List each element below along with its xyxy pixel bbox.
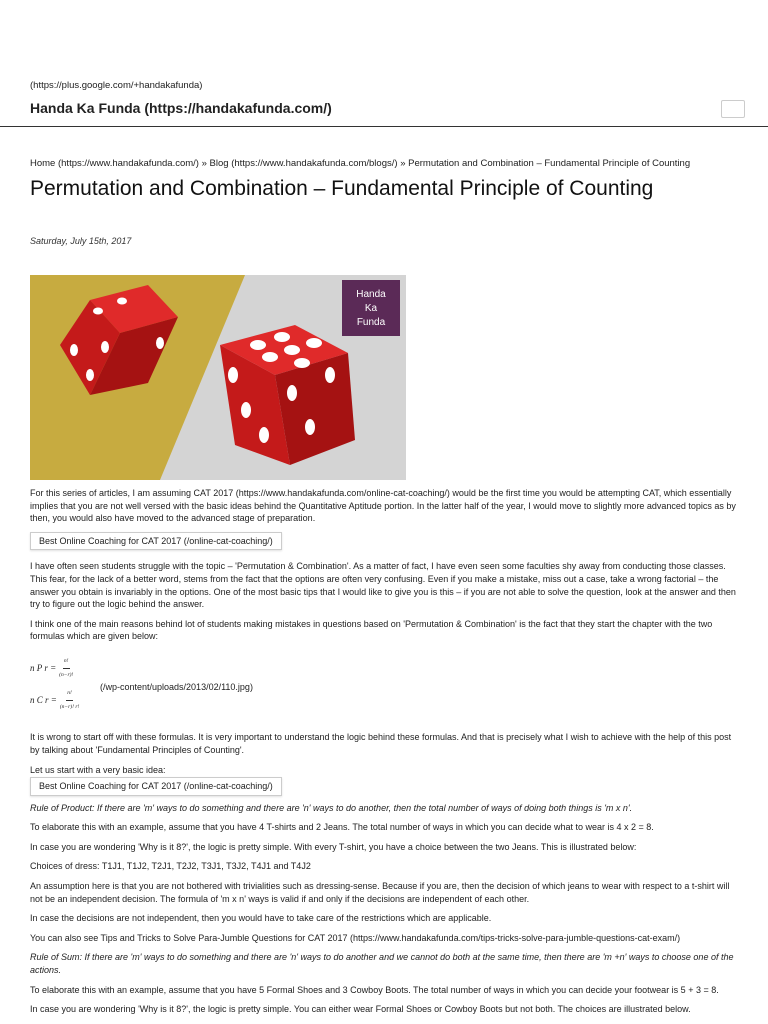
para-jumble-link[interactable]: You can also see Tips and Tricks to Solve Para-Jumble Questions for CAT 2017 (https://www.handakafunda.com/tips-tricks-solve-para-jumble-questions-cat-exam/)	[30, 932, 681, 943]
ad-link-online-coaching[interactable]: Best Online Coaching for CAT 2017 (/online-cat-coaching/)	[30, 777, 282, 796]
paragraph: An assumption here is that you are not bothered with trivialities such as dressing-sense. Because if you are, then the decision of which jeans to wear with respect to a t-shirt will not be an independent decision. The formula of 'm x n' ways is valid if and only if the decisions are independent of each other.	[30, 881, 730, 904]
gplus-link[interactable]: (https://plus.google.com/+handakafunda)	[30, 80, 203, 91]
formula-image-link[interactable]: (/wp-content/uploads/2013/02/110.jpg)	[100, 681, 253, 692]
formula-numerator: n!	[66, 687, 73, 701]
paragraph: To elaborate this with an example, assume that you have 5 Formal Shoes and 3 Cowboy Boots. The total number of ways in which you can decide your footwear is 5 + 3 = 8.	[30, 984, 719, 995]
breadcrumb-separator: »	[400, 158, 406, 169]
formula-ncr: n C r =	[30, 694, 57, 705]
paragraph: Let us start with a very basic idea:	[30, 764, 166, 775]
breadcrumb-home-link[interactable]: Home (https://www.handakafunda.com/)	[30, 158, 199, 169]
header-divider	[0, 126, 768, 127]
paragraph: In case the decisions are not independent, then you would have to take care of the restrictions which are applicable.	[30, 913, 492, 924]
hero-image	[30, 275, 406, 480]
paragraph: Choices of dress: T1J1, T1J2, T2J1, T2J2, T3J1, T3J2, T4J1 and T4J2	[30, 861, 311, 872]
ad-link-online-coaching[interactable]: Best Online Coaching for CAT 2017 (/online-cat-coaching/)	[30, 532, 282, 551]
paragraph: To elaborate this with an example, assume that you have 4 T-shirts and 2 Jeans. The total number of ways in which you can decide what to wear is 4 x 2 = 8.	[30, 822, 654, 833]
paragraph: I have often seen students struggle with the topic – 'Permutation & Combination'. As a matter of fact, I have even seen some faculties shy away from conducting those classes. This fear, for the lack of a better word, stems from the fact that the options are often very confusing. Even if you make a mistake, miss out a case, take a wrong factorial – the answer you obtain is invariably in the options. One of the most basic tips that I would like to give you is this – if you are not able to solve the question, look at the answer and then try to figure out the logic behind the answer.	[30, 561, 736, 610]
rule-of-sum: Rule of Sum: If there are 'm' ways to do something and there are 'n' ways to do another and we cannot do both at the same time, then there are 'm +n' ways to choose one of the actions.	[30, 952, 734, 976]
site-title-link[interactable]: Handa Ka Funda (https://handakafunda.com/)	[30, 100, 332, 116]
paragraph: In case you are wondering 'Why is it 8?', the logic is pretty simple. You can either wear Formal Shoes or Cowboy Boots but not both. The choices are illustrated below.	[30, 1004, 691, 1015]
brand-badge-line: Handa	[356, 289, 386, 300]
formula-denominator: (n−r)! r!	[59, 703, 80, 710]
post-date: Saturday, July 15th, 2017	[30, 236, 132, 246]
article-content	[30, 487, 742, 1023]
formula-block	[30, 655, 742, 719]
rule-of-product: Rule of Product: If there are 'm' ways to do something and there are 'n' ways to do another, then the total number of ways of doing both things is 'm x n'.	[30, 802, 633, 813]
formula-image	[30, 655, 92, 719]
paragraph: In case you are wondering 'Why is it 8?', the logic is pretty simple. With every T-shirt, you have a choice between the two Jeans. This is illustrated below:	[30, 841, 637, 852]
breadcrumb-blog-link[interactable]: Blog (https://www.handakafunda.com/blogs/)	[209, 158, 398, 169]
formula-npr: n P r =	[30, 662, 57, 673]
paragraph: It is wrong to start off with these formulas. It is very important to understand the logic behind these formulas. And that is precisely what I wish to achieve with the help of this post by talking about 'Fundamental Principles of Counting'.	[30, 732, 732, 755]
brand-badge-line: Funda	[356, 317, 386, 328]
dice-right-icon	[220, 325, 355, 465]
brand-badge-line: Ka	[364, 303, 378, 314]
breadcrumb	[30, 158, 690, 169]
breadcrumb-separator: »	[201, 158, 207, 169]
menu-toggle-button[interactable]	[721, 100, 745, 118]
paragraph: For this series of articles, I am assuming CAT 2017 (https://www.handakafunda.com/online-cat-coaching/) would be the first time you would be attempting CAT, which essentially implies that you are not well versed with the basic ideas behind the Quantitative Aptitude portion. In the latter half of the year, I would move to slightly more advanced topics as by then, you would also have moved to the advanced stage of preparation.	[30, 488, 736, 524]
formula-denominator: (n−r)!	[59, 671, 74, 678]
paragraph: I think one of the main reasons behind lot of students making mistakes in questions based on 'Permutation & Combination' is the fact that they start the chapter with the two formulas which are given below:	[30, 618, 713, 642]
breadcrumb-current: Permutation and Combination – Fundamental Principle of Counting	[408, 158, 691, 169]
page-title: Permutation and Combination – Fundamental Principle of Counting	[30, 177, 654, 200]
formula-numerator: n!	[63, 655, 70, 669]
